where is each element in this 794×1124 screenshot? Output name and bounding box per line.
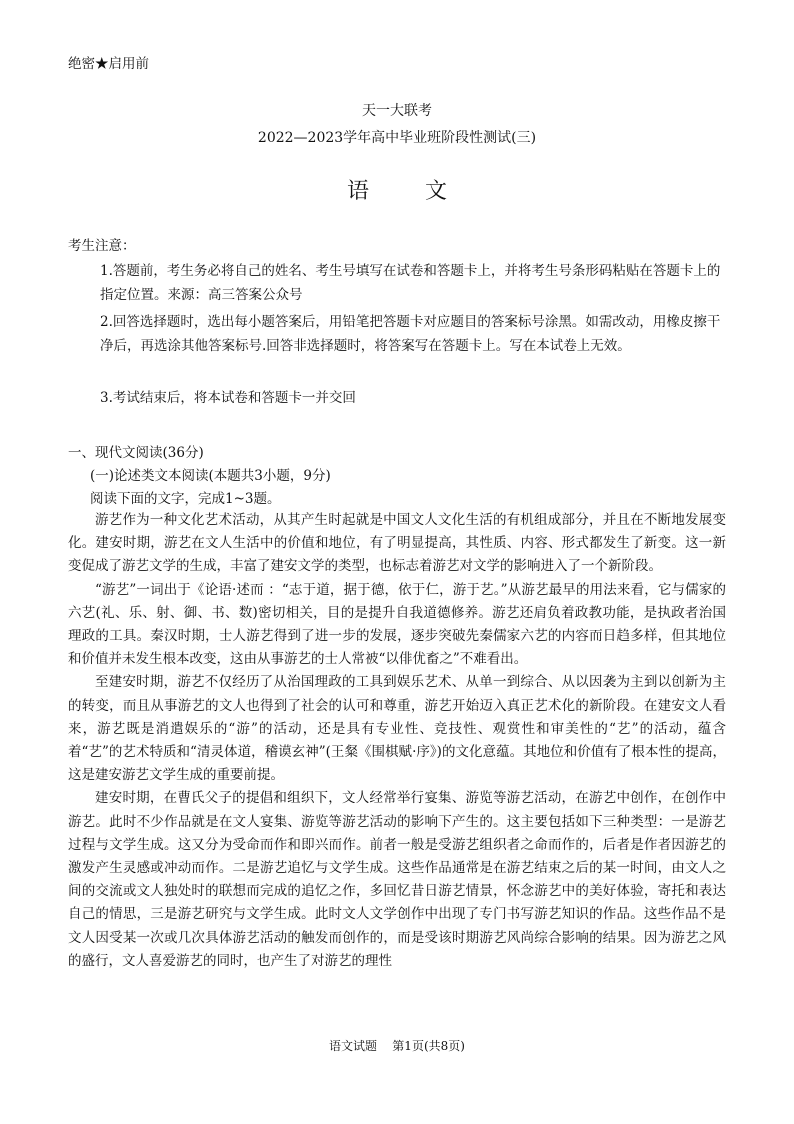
passage-paragraph: 建安时期，在曹氏父子的提倡和组织下，文人经常举行宴集、游览等游艺活动，在游艺中创作，在创作中游艺。此时不少作品就是在文人宴集、游览等游艺活动的影响下产生的。这主要包括如下三种类型：一是游艺过程与文学生成。这又分为受命而作和即兴而作。前者一般是受游艺组织者之命而作的，后者是作者因游艺的激发产生灵感或冲动而作。二是游艺追忆与文学生成。这些作品通常是在游艺结束之后的某一时间，由文人之间的交流或文人独处时的联想而完成的追忆之作，多回忆昔日游艺情景，怀念游艺中的美好体验，寄托和表达自己的情思，三是游艺研究与文学生成。此时文人文学创作中出现了专门书写游艺知识的作品。这些作品不是文人因受某一次或几次具体游艺活动的触发而创作的，而是受该时期游艺风尚综合影响的结果。因为游艺之风的盛行，文人喜爱游艺的同时，也产生了对游艺的理性 [68, 790, 726, 969]
passage-paragraph: 至建安时期，游艺不仅经历了从治国理政的工具到娱乐艺术、从单一到综合、从以因袭为主到以创新为主的转变，而且从事游艺的文人也得到了社会的认可和尊重，游艺开始迈入真正艺术化的新阶段。在建安文人看来，游艺既是消遣娱乐的“游”的活动，还是具有专业性、竞技性、观赏性和审美性的“艺”的活动，蕴含着“艺”的艺术特质和“清灵体道，稽谟玄神”(王粲《围棋赋·序》)的文化意蕴。其地位和价值有了根本性的提高，这是建安游艺文学生成的重要前提。 [68, 674, 726, 784]
notice-item: 1.答题前，考生务必将自己的姓名、考生号填写在试卷和答题卡上，并将考生号条形码粘贴在答题卡上的指定位置。来源：高三答案公众号 [100, 263, 721, 303]
organizer-title: 天一大联考 [362, 103, 432, 119]
subsection-heading: (一)论述类文本阅读(本题共3小题，9分) [90, 468, 331, 484]
subject-title: 语文 [346, 179, 503, 204]
section-heading: 一、现代文阅读(36分) [68, 445, 204, 461]
confidential-label: 绝密★启用前 [68, 56, 149, 72]
reading-instruction: 阅读下面的文字，完成1~3题。 [90, 491, 281, 507]
passage-paragraph: “游艺”一词出于《论语·述而 ：“志于道，据于德，依于仁，游于艺。”从游艺最早的用法来看，它与儒家的六艺(礼、乐、射、御、书、数)密切相关，目的是提升自我道德修养。游艺还肩负着政教功能，是执政者治国理政的工具。秦汉时期，士人游艺得到了进一步的发展，逐步突破先秦儒家六艺的内容而日趋多样，但其地位和价值并未发生根本改变，这由从事游艺的士人常被“以俳优畜之”不难看出。 [68, 581, 726, 668]
notice-item: 3.考试结束后，将本试卷和答题卡一并交回 [100, 390, 356, 406]
passage-paragraph: 游艺作为一种文化艺术活动，从其产生时起就是中国文人文化生活的有机组成部分，并且在不断地发展变化。建安时期，游艺在文人生活中的价值和地位，有了明显提高，其性质、内容、形式都发生了新变。这一新变促成了游艺文学的生成，丰富了建安文学的类型，也标志着游艺对文学的影响进入了一个新阶段。 [68, 512, 726, 575]
notice-heading: 考生注意： [68, 238, 136, 254]
exam-title: 2022—2023学年高中毕业班阶段性测试(三) [257, 130, 537, 146]
page-footer: 语文试题 第1页(共8页) [329, 1039, 465, 1053]
reading-passage [68, 509, 726, 973]
notice-item: 2.回答选择题时，选出每小题答案后，用铅笔把答题卡对应题目的答案标号涂黑。如需改动，用橡皮擦干净后，再选涂其他答案标号.回答非选择题时，将答案写在答题卡上。写在本试卷上无效。 [100, 314, 721, 354]
